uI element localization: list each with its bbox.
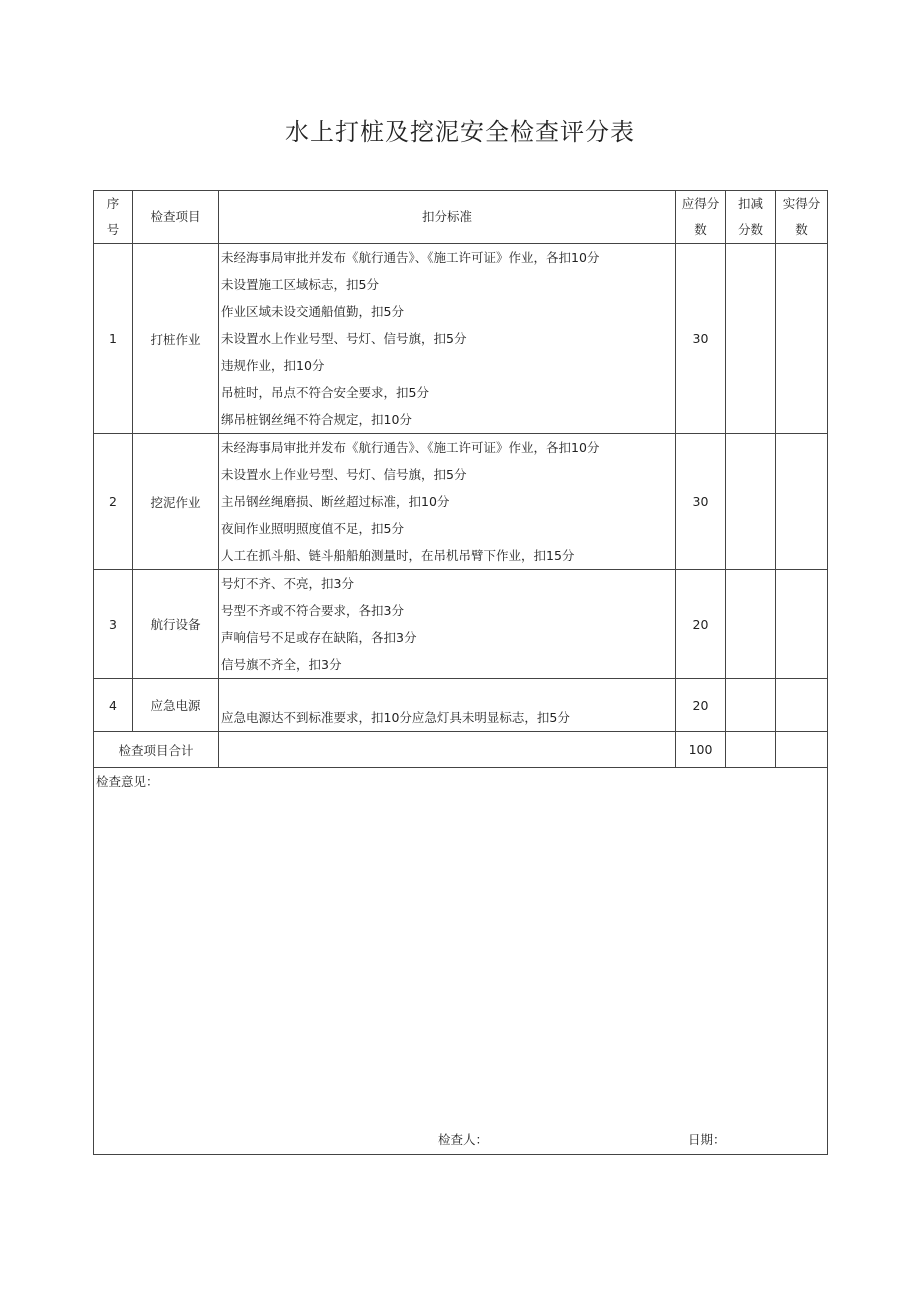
row-criteria — [219, 679, 676, 732]
criteria-line: 未设置水上作业号型、号灯、信号旗，扣5分 — [221, 467, 467, 482]
row-actual-cell[interactable] — [776, 570, 828, 679]
row-deduct-cell[interactable] — [726, 679, 776, 732]
header-no-line2: 号 — [106, 222, 120, 237]
score-table — [93, 190, 828, 1155]
header-actual-line2: 数 — [795, 222, 808, 237]
table-row — [94, 570, 828, 679]
row-deduct-cell[interactable] — [726, 434, 776, 570]
row-actual-cell[interactable] — [776, 434, 828, 570]
row-item: 航行设备 — [133, 570, 219, 679]
row-deduct-cell[interactable] — [726, 570, 776, 679]
table-row — [94, 434, 828, 570]
header-full-score-line1: 应得分 — [681, 196, 720, 211]
criteria-line: 未设置水上作业号型、号灯、信号旗，扣5分 — [221, 331, 467, 346]
header-actual — [776, 191, 828, 244]
row-no: 4 — [94, 679, 133, 732]
header-criteria: 扣分标准 — [219, 191, 676, 244]
criteria-line: 声响信号不足或存在缺陷，各扣3分 — [221, 630, 417, 645]
header-full-score-line2: 数 — [694, 222, 707, 237]
row-item: 应急电源 — [133, 679, 219, 732]
header-no — [94, 191, 133, 244]
row-score: 20 — [676, 679, 726, 732]
row-score: 30 — [676, 434, 726, 570]
total-criteria-cell — [219, 732, 676, 768]
page-title: 水上打桩及挖泥安全检查评分表 — [285, 118, 635, 146]
header-deduct — [726, 191, 776, 244]
criteria-line: 吊桩时，吊点不符合安全要求，扣5分 — [221, 385, 429, 400]
criteria-line: 信号旗不齐全，扣3分 — [221, 657, 342, 672]
inspector-label: 检查人： — [438, 1132, 489, 1147]
header-no-line1: 序 — [106, 196, 120, 211]
header-item: 检查项目 — [133, 191, 219, 244]
criteria-line: 应急电源达不到标准要求，扣10分应急灯具未明显标志，扣5分 — [221, 710, 570, 725]
table-row — [94, 244, 828, 434]
row-criteria — [219, 434, 676, 570]
row-criteria — [219, 244, 676, 434]
criteria-line: 未经海事局审批并发布《航行通告》、《施工许可证》作业，各扣10分 — [221, 440, 600, 455]
criteria-line: 号型不齐或不符合要求，各扣3分 — [221, 603, 404, 618]
row-no: 3 — [94, 570, 133, 679]
header-full-score — [676, 191, 726, 244]
criteria-line: 未设置施工区域标志，扣5分 — [221, 277, 379, 292]
criteria-line: 绑吊桩钢丝绳不符合规定，扣10分 — [221, 412, 412, 427]
header-actual-line1: 实得分 — [782, 196, 821, 211]
total-actual-cell[interactable] — [776, 732, 828, 768]
header-deduct-line1: 扣减 — [737, 196, 763, 211]
row-no: 2 — [94, 434, 133, 570]
row-no: 1 — [94, 244, 133, 434]
criteria-line: 号灯不齐、不亮，扣3分 — [221, 576, 354, 591]
opinion-label: 检查意见： — [96, 774, 159, 789]
row-actual-cell[interactable] — [776, 679, 828, 732]
table-row — [94, 679, 828, 732]
opinion-cell[interactable] — [94, 768, 828, 1155]
total-row — [94, 732, 828, 768]
row-item: 挖泥作业 — [133, 434, 219, 570]
row-item: 打桩作业 — [133, 244, 219, 434]
row-criteria — [219, 570, 676, 679]
criteria-line: 违规作业，扣10分 — [221, 358, 325, 373]
row-score: 20 — [676, 570, 726, 679]
criteria-line: 作业区域未设交通船值勤，扣5分 — [221, 304, 404, 319]
total-score: 100 — [676, 732, 726, 768]
criteria-line: 主吊钢丝绳磨损、断丝超过标准，扣10分 — [221, 494, 450, 509]
row-deduct-cell[interactable] — [726, 244, 776, 434]
criteria-line: 未经海事局审批并发布《航行通告》、《施工许可证》作业，各扣10分 — [221, 250, 600, 265]
total-label: 检查项目合计 — [94, 732, 219, 768]
row-score: 30 — [676, 244, 726, 434]
opinion-row — [94, 768, 828, 1155]
header-deduct-line2: 分数 — [737, 222, 763, 237]
criteria-line: 人工在抓斗船、链斗船船舶测量时，在吊机吊臂下作业，扣15分 — [221, 548, 575, 563]
header-row — [94, 191, 828, 244]
date-label: 日期： — [688, 1132, 726, 1147]
criteria-line: 夜间作业照明照度值不足，扣5分 — [221, 521, 404, 536]
total-deduct-cell[interactable] — [726, 732, 776, 768]
row-actual-cell[interactable] — [776, 244, 828, 434]
